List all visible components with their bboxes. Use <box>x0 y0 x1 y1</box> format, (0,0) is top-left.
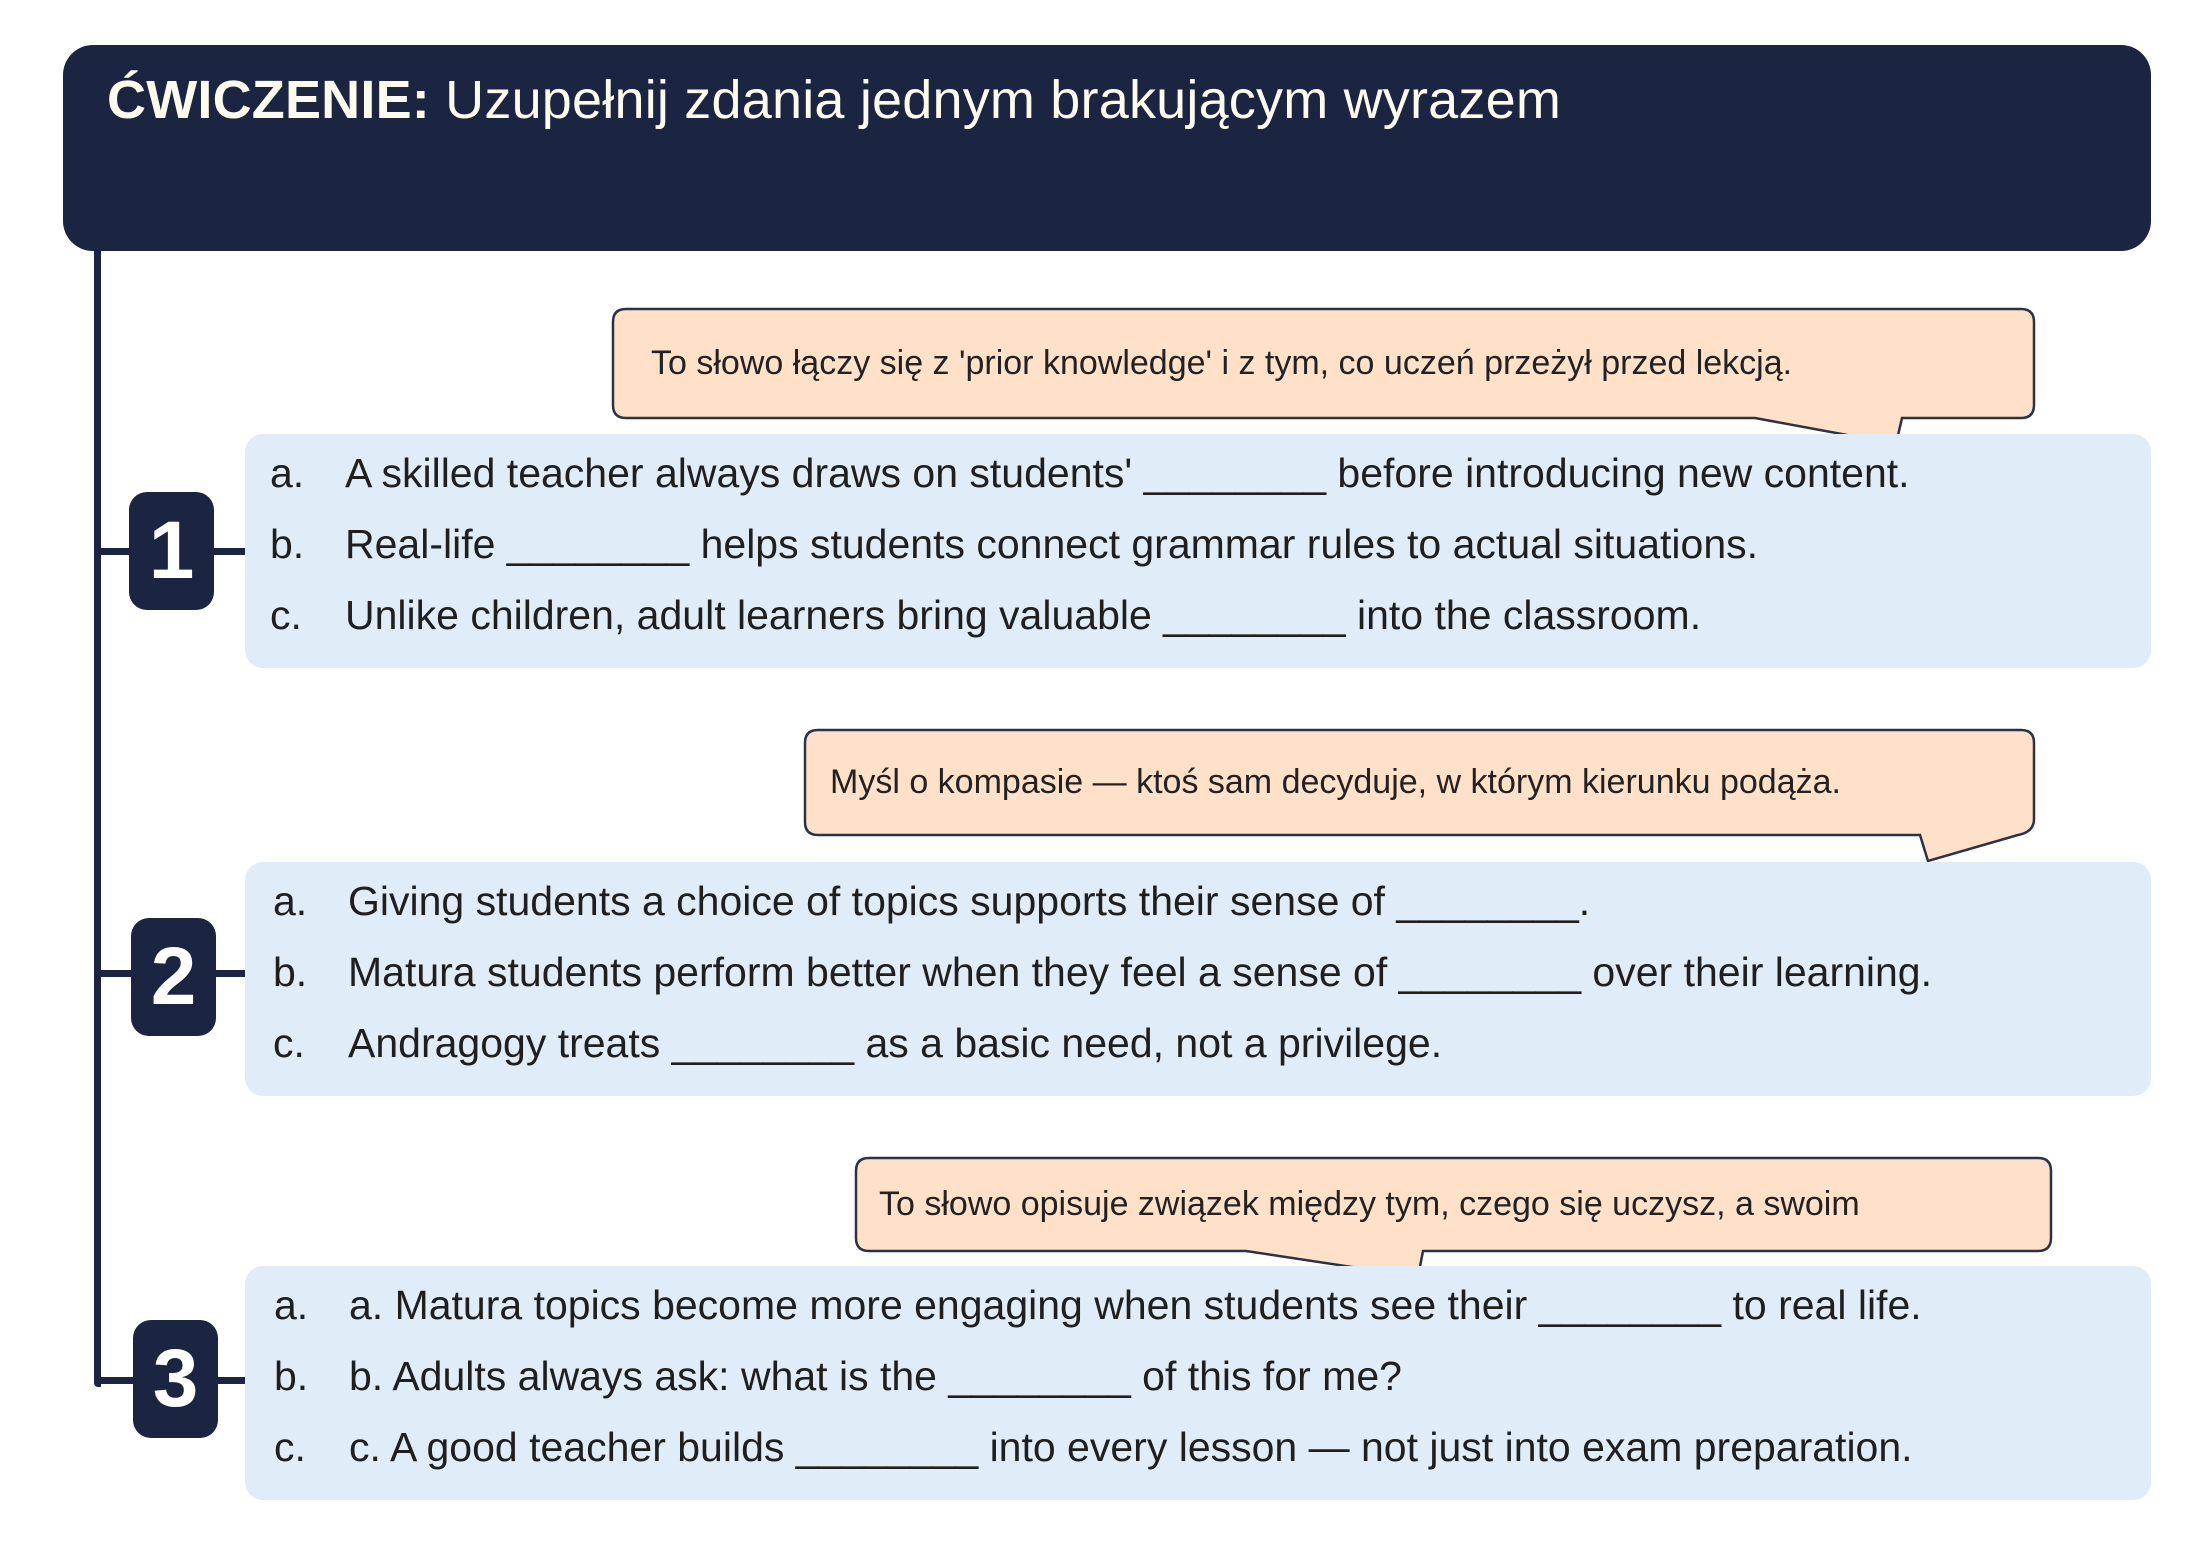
question-label: c. <box>274 1423 306 1470</box>
question-item <box>270 585 1701 645</box>
title-prefix: ĆWICZENIE: <box>107 70 430 130</box>
question-item <box>274 1275 1922 1335</box>
question-label: a. <box>274 1281 309 1328</box>
question-label: b. <box>270 520 305 567</box>
hint-text: Myśl o kompasie — ktoś sam decyduje, w którym kierunku podąża. <box>830 763 1841 801</box>
question-panel-2 <box>245 862 2151 1096</box>
question-text: Matura students perform better when they feel a sense of ________ over their learning. <box>348 948 1933 995</box>
question-panel-1 <box>245 434 2151 668</box>
question-text: A skilled teacher always draws on students' ________ before introducing new content. <box>345 449 1910 496</box>
question-item <box>273 942 1932 1002</box>
section-number-badge-2: 2 <box>131 918 216 1036</box>
question-item <box>273 871 1590 931</box>
section-number-badge-3: 3 <box>133 1320 218 1438</box>
question-text: c. A good teacher builds ________ into every lesson — not just into exam preparation. <box>349 1423 1913 1470</box>
question-item <box>270 514 1758 574</box>
hint-bubble-1 <box>612 308 2035 419</box>
question-item <box>274 1417 1913 1477</box>
question-label: b. <box>273 948 308 995</box>
question-label: a. <box>273 877 308 924</box>
title-text: Uzupełnij zdania jednym brakującym wyrazem <box>429 70 1562 130</box>
question-item <box>273 1013 1442 1073</box>
hint-bubble-3 <box>855 1157 2052 1252</box>
question-text: b. Adults always ask: what is the ________ of this for me? <box>349 1352 1402 1399</box>
exercise-header <box>63 45 2151 251</box>
question-text: a. Matura topics become more engaging when students see their ________ to real life. <box>349 1281 1922 1328</box>
question-label: c. <box>270 591 302 638</box>
question-item <box>274 1346 1402 1406</box>
hint-bubble-2 <box>804 729 2035 836</box>
question-panel-3 <box>245 1266 2151 1500</box>
question-text: Andragogy treats ________ as a basic need, not a privilege. <box>348 1019 1443 1066</box>
section-number-badge-1: 1 <box>129 492 214 610</box>
question-item <box>270 443 1910 503</box>
hint-text: To słowo łączy się z 'prior knowledge' i z tym, co uczeń przeżył przed lekcją. <box>651 344 1793 382</box>
timeline-spine <box>94 62 101 1387</box>
question-text: Unlike children, adult learners bring valuable ________ into the classroom. <box>345 591 1702 638</box>
question-label: a. <box>270 449 305 496</box>
question-label: c. <box>273 1019 305 1066</box>
page-title <box>107 69 1561 131</box>
hint-text: To słowo opisuje związek między tym, czego się uczysz, a swoim <box>879 1185 1860 1223</box>
question-text: Giving students a choice of topics supports their sense of ________. <box>348 877 1591 924</box>
question-label: b. <box>274 1352 309 1399</box>
question-text: Real-life ________ helps students connect grammar rules to actual situations. <box>345 520 1759 567</box>
